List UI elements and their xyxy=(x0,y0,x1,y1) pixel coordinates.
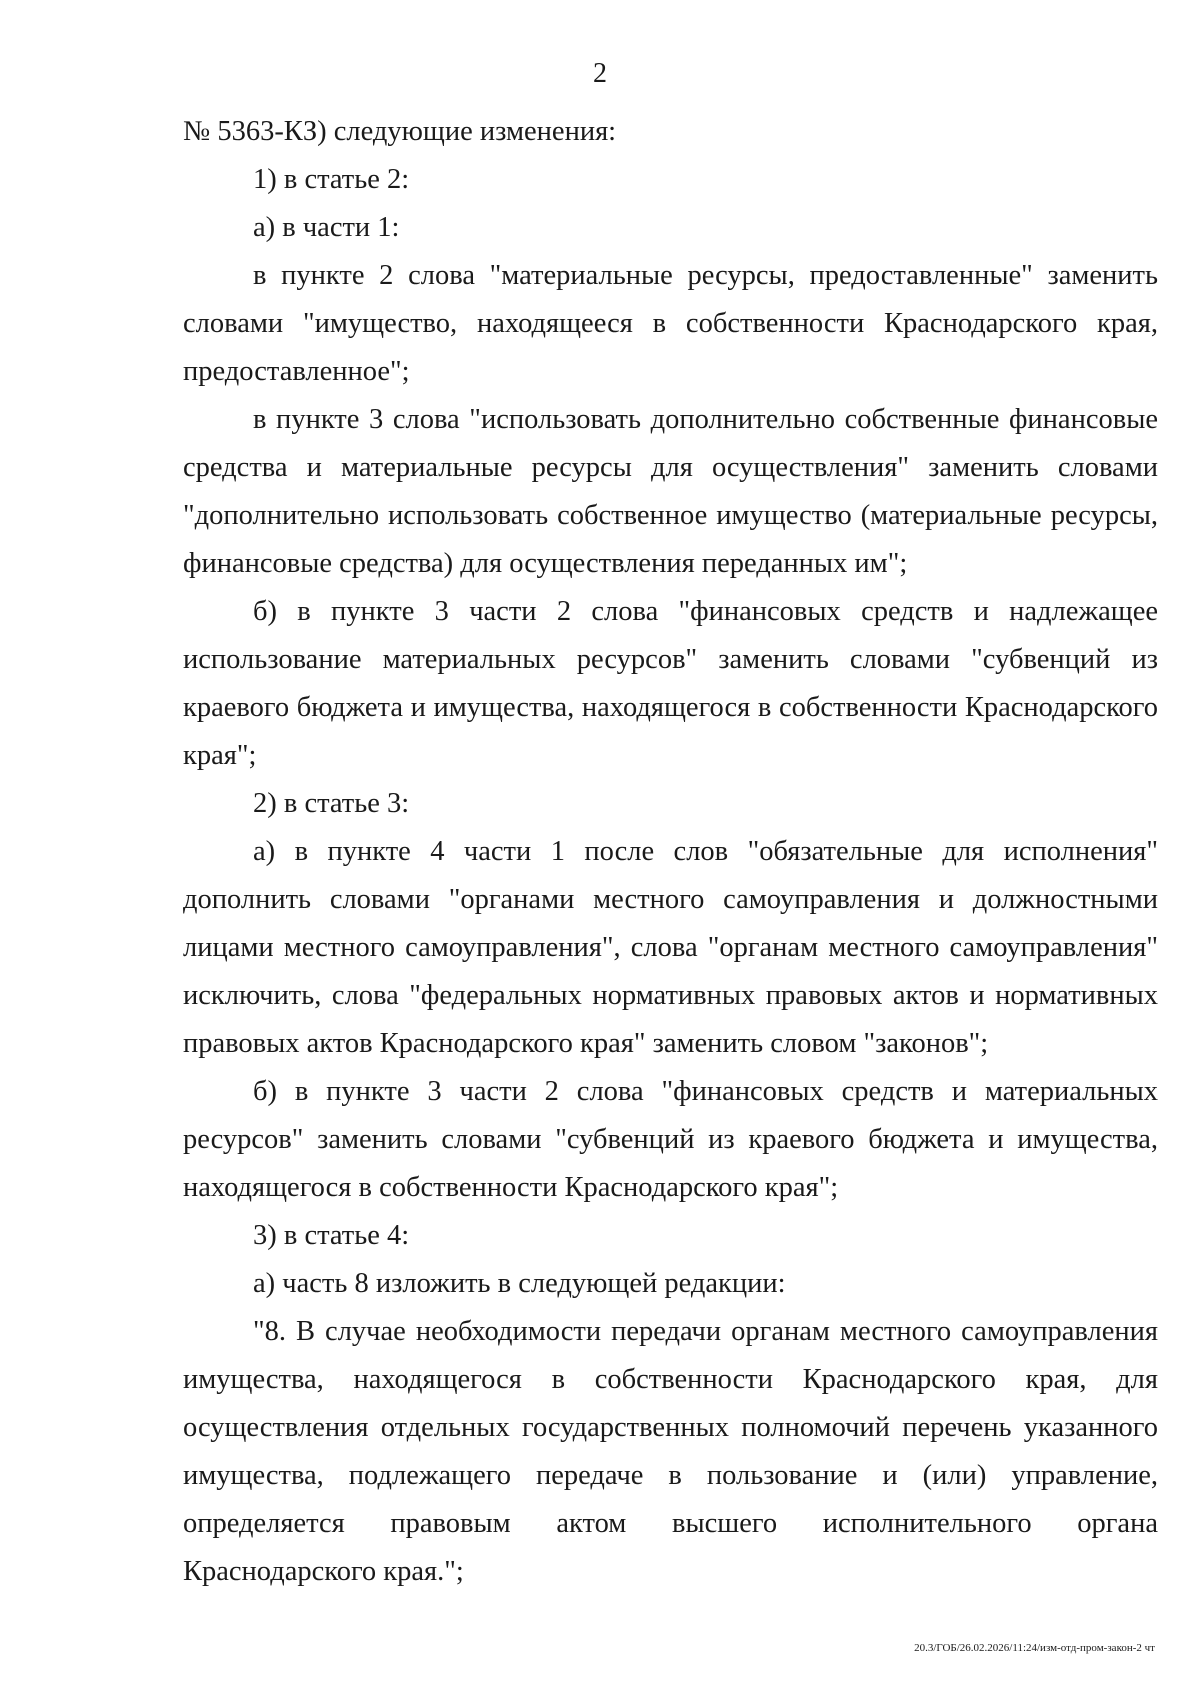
paragraph-8: а) в пункте 4 части 1 после слов "обязательные для исполнения" дополнить словами "органами местного самоуправления и должностными лицами местного самоуправления", слова "органам местного самоуправления" исключить, слова "федеральных нормативных правовых актов и нормативных правовых актов Краснодарского края" заменить словом "законов"; xyxy=(183,836,1158,1059)
paragraph-7: 2) в статье 3: xyxy=(253,788,410,819)
paragraph-5: в пункте 3 слова "использовать дополнительно собственные финансовые средства и материальные ресурсы для осуществления" заменить словами "дополнительно использовать собственное имущество (материальные ресурсы, финансовые средства) для осуществления переданных им"; xyxy=(183,404,1158,579)
document-footer-code: 20.3/ГОБ/26.02.2026/11:24/изм-отд-пром-закон-2 чт xyxy=(914,1642,1155,1654)
paragraph-12: "8. В случае необходимости передачи органам местного самоуправления имущества, находящегося в собственности Краснодарского края, для осуществления отдельных государственных полномочий перечень указанного имущества, подлежащего передаче в пользование и (или) управление, определяется правовым актом высшего исполнительного органа Краснодарского края."; xyxy=(183,1316,1158,1587)
document-body xyxy=(183,108,1158,1596)
paragraph-2: 1) в статье 2: xyxy=(253,164,410,195)
paragraph-3: а) в части 1: xyxy=(253,212,400,243)
page-number: 2 xyxy=(593,58,607,89)
paragraph-1: № 5363-КЗ) следующие изменения: xyxy=(183,116,617,147)
paragraph-4: в пункте 2 слова "материальные ресурсы, предоставленные" заменить словами "имущество, находящееся в собственности Краснодарского края, предоставленное"; xyxy=(183,260,1158,387)
paragraph-10: 3) в статье 4: xyxy=(253,1220,410,1251)
paragraph-9: б) в пункте 3 части 2 слова "финансовых средств и материальных ресурсов" заменить словами "субвенций из краевого бюджета и имущества, находящегося в собственности Краснодарского края"; xyxy=(183,1076,1158,1203)
paragraph-6: б) в пункте 3 части 2 слова "финансовых средств и надлежащее использование материальных ресурсов" заменить словами "субвенций из краевого бюджета и имущества, находящегося в собственности Краснодарского края"; xyxy=(183,596,1158,771)
paragraph-11: а) часть 8 изложить в следующей редакции: xyxy=(253,1268,786,1299)
